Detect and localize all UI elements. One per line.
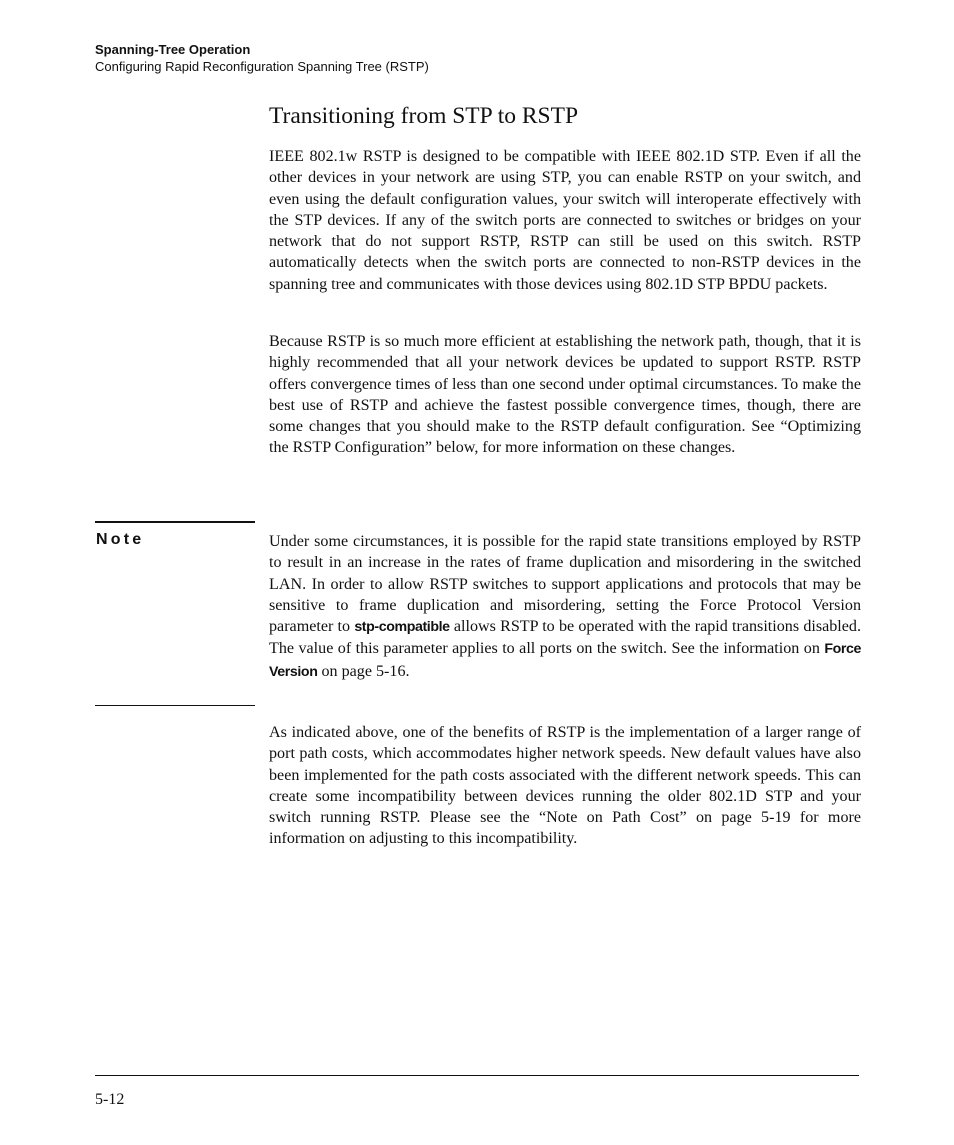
- note-label: Note: [96, 531, 145, 548]
- paragraph-compatibility: IEEE 802.1w RSTP is designed to be compatible with IEEE 802.1D STP. Even if all the other devices in your network are using STP, you can enable RSTP on your switch, and even using the default configuration values, your switch will interoperate effectively with the STP devices. If any of the switch ports are connected to switches or bridges on your network that do not support RSTP, RSTP can still be used on this switch. RSTP automatically detects when the switch ports are connected to non-RSTP devices in the spanning tree and communicates with those devices using 802.1D STP BPDU packets.: [269, 148, 861, 293]
- running-head: [95, 41, 429, 75]
- note-body: [269, 531, 861, 683]
- running-head-section: Configuring Rapid Reconfiguration Spanning Tree (RSTP): [95, 59, 429, 74]
- note-text-1: Under some circumstances, it is possible for the rapid state transitions employed by RSTP to result in an increase in the rates of frame duplication and misordering in the switched LAN. In order to allow RSTP switches to support applications and protocols that may be sensitive to frame duplication and misordering, setting the Force Protocol Version parameter to: [269, 533, 861, 636]
- paragraph-path-cost: As indicated above, one of the benefits of RSTP is the implementation of a larger range of port path costs, which accommodates higher network speeds. New default values have also been implemented for the path costs associated with the different network speeds. This can create some incompatibility between devices running the older 802.1D STP and your switch running RSTP. Please see the “Note on Path Cost” on page 5-19 for more information on adjusting to this incompatibility.: [269, 724, 861, 848]
- paragraph-recommendation: Because RSTP is so much more efficient at establishing the network path, though, that it is highly recommended that all your network devices be updated to support RSTP. RSTP offers convergence times of less than one second under optimal circumstances. To make the best use of RSTP and achieve the fastest possible convergence times, though, there are some changes that you should make to the RSTP default configuration. See “Optimizing the RSTP Configuration” below, for more information on these changes.: [269, 333, 861, 457]
- note-keyword-stp-compatible: stp-compatible: [354, 619, 450, 636]
- note-keyword-force-version: Force Version: [269, 641, 861, 680]
- note-text-3: on page 5-16.: [317, 662, 410, 680]
- note-text-2: allows RSTP to be operated with the rapid transitions disabled. The value of this parameter applies to all ports on the switch. See the information on: [269, 618, 861, 658]
- footer-rule: [95, 1075, 859, 1076]
- section-heading: Transitioning from STP to RSTP: [269, 103, 579, 129]
- note-top-rule: [95, 521, 255, 523]
- note-bottom-rule: [95, 705, 255, 706]
- page-number: 5-12: [95, 1091, 125, 1108]
- running-head-chapter: Spanning-Tree Operation: [95, 42, 251, 57]
